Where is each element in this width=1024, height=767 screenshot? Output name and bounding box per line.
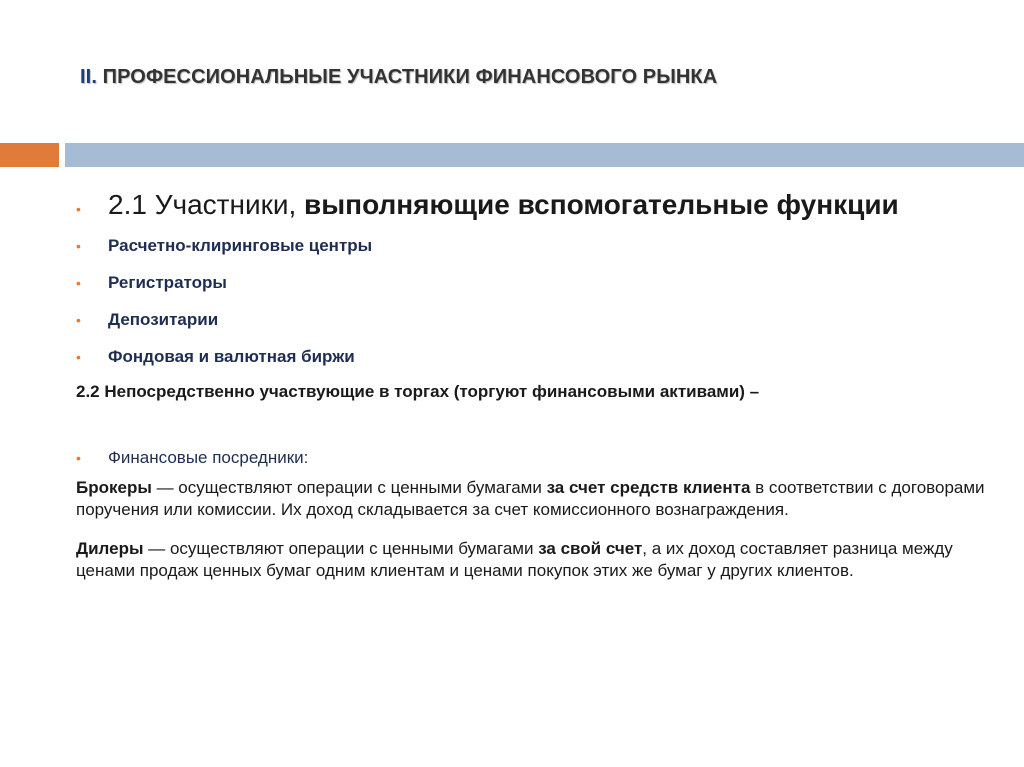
dealers-paragraph bbox=[76, 538, 1006, 582]
brokers-text-1: — осуществляют операции с ценными бумагами bbox=[151, 478, 547, 497]
brokers-paragraph bbox=[76, 477, 1006, 521]
bullet-icon: • bbox=[76, 312, 81, 328]
bullet-icon: • bbox=[76, 238, 81, 254]
intermediaries-item bbox=[76, 445, 1006, 471]
list-item bbox=[76, 338, 1006, 375]
list-item bbox=[76, 301, 1006, 338]
list-item-label: Регистраторы bbox=[108, 273, 227, 292]
list-item-label: Депозитарии bbox=[108, 310, 219, 329]
list-item bbox=[76, 227, 1006, 264]
section-21-number: 2.1 Участники, bbox=[108, 189, 305, 220]
section-21-text bbox=[108, 183, 899, 227]
brokers-emphasis: за счет средств клиента bbox=[546, 478, 751, 497]
list-item-label: Фондовая и валютная биржи bbox=[108, 347, 355, 366]
intermediaries-label: Финансовые посредники: bbox=[108, 448, 309, 467]
dealers-text-1: — осуществляют операции с ценными бумагами bbox=[143, 539, 539, 558]
list-item-label: Расчетно-клиринговые центры bbox=[108, 236, 373, 255]
bullet-icon: • bbox=[76, 275, 81, 291]
accent-bar-orange bbox=[0, 143, 59, 167]
section-21-bold: выполняющие вспомогательные функции bbox=[304, 189, 899, 220]
accent-bar-blue bbox=[65, 143, 1024, 167]
slide-content bbox=[76, 183, 1006, 599]
bullet-icon: • bbox=[76, 349, 81, 365]
brokers-text-2: в соответствии с договорами поручения или комиссии. Их доход складывается за счет комиссионного вознаграждения. bbox=[76, 478, 985, 519]
section-22-heading: 2.2 Непосредственно участвующие в торгах (торгуют финансовыми активами) – bbox=[76, 382, 760, 401]
dealers-emphasis: за свой счет bbox=[538, 539, 643, 558]
brokers-term: Брокеры bbox=[76, 478, 152, 497]
title-numeral: II. bbox=[80, 66, 97, 88]
section-21-heading bbox=[76, 183, 1006, 227]
title-text: ПРОФЕССИОНАЛЬНЫЕ УЧАСТНИКИ ФИНАНСОВОГО РЫНКА bbox=[96, 66, 718, 88]
slide-title bbox=[80, 66, 980, 89]
list-item bbox=[76, 264, 1006, 301]
bullet-icon: • bbox=[76, 450, 81, 466]
bullet-icon: • bbox=[76, 201, 81, 217]
dealers-text-2: , а их доход составляет разница между ценами продаж ценных бумаг одним клиентам и ценами покупок этих же бумаг у других клиентов. bbox=[76, 539, 953, 580]
dealers-term: Дилеры bbox=[76, 539, 144, 558]
